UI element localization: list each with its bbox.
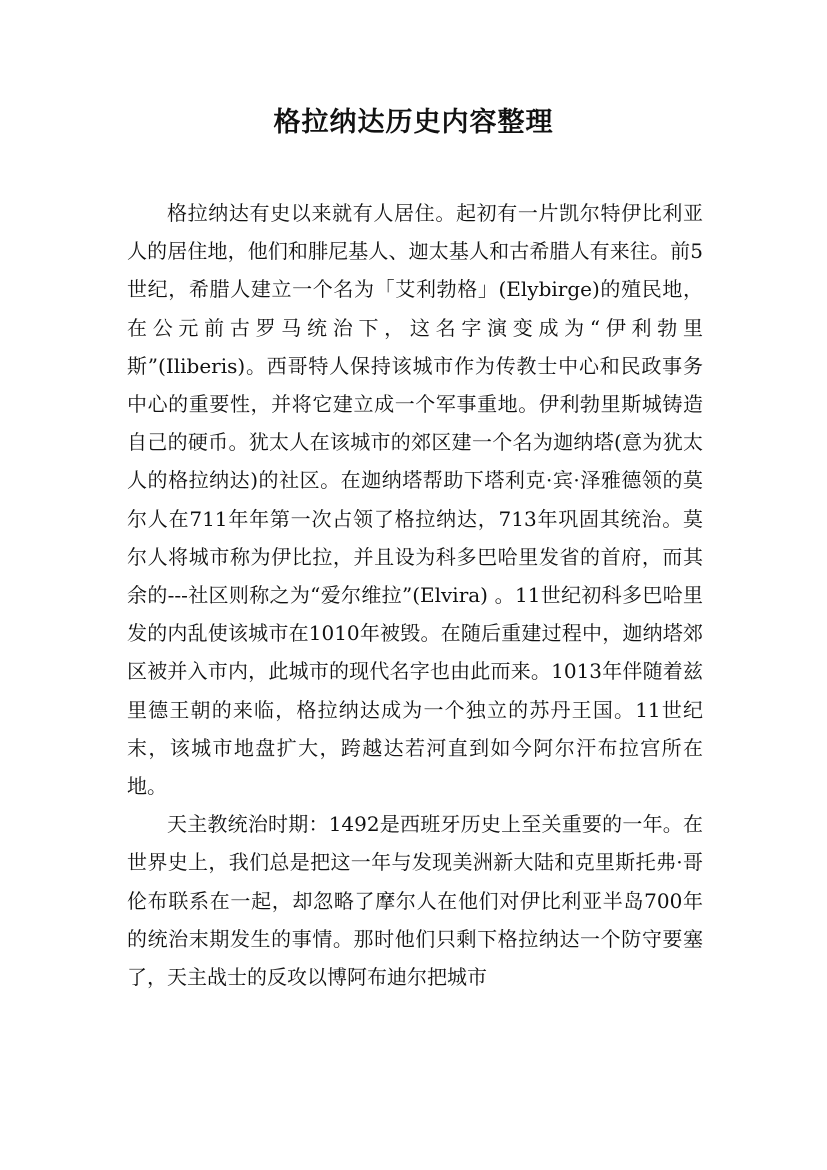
paragraph-early-history: 格拉纳达有史以来就有人居住。起初有一片凯尔特伊比利亚人的居住地，他们和腓尼基人、迦太基人和古希腊人有来往。前5世纪，希腊人建立一个名为「艾利勃格」(Elybirge)的殖民地，在公元前古罗马统治下，这名字演变成为“伊利勃里斯”(Iliberis)。西哥特人保持该城市作为传教士中心和民政事务中心的重要性，并将它建立成一个军事重地。伊利勃里斯城铸造自己的硬币。犹太人在该城市的郊区建一个名为迦纳塔(意为犹太人的格拉纳达)的社区。在迦纳塔帮助下塔利克·宾·泽雅德领的莫尔人在711年年第一次占领了格拉纳达，713年巩固其统治。莫尔人将城市称为伊比拉，并且设为科多巴哈里发省的首府，而其余的---社区则称之为“爱尔维拉”(Elvira) 。11世纪初科多巴哈里发的内乱使该城市在1010年被毁。在随后重建过程中，迦纳塔郊区被并入市内，此城市的现代名字也由此而来。1013年伴随着兹里德王朝的来临，格拉纳达成为一个独立的苏丹王国。11世纪末，该城市地盘扩大，跨越达若河直到如今阿尔汗布拉宫所在地。 — [127, 201, 703, 799]
document-title: 格拉纳达历史内容整理 — [273, 107, 554, 138]
paragraph-catholic-period: 天主教统治时期：1492是西班牙历史上至关重要的一年。在世界史上，我们总是把这一年与发现美洲新大陆和克里斯托弗·哥伦布联系在一起，却忽略了摩尔人在他们对伊比利亚半岛700年的统治末期发生的事情。那时他们只剩下格拉纳达一个防守要塞了，天主战士的反攻以博阿布迪尔把城市 — [127, 812, 703, 990]
document-body — [127, 194, 703, 996]
